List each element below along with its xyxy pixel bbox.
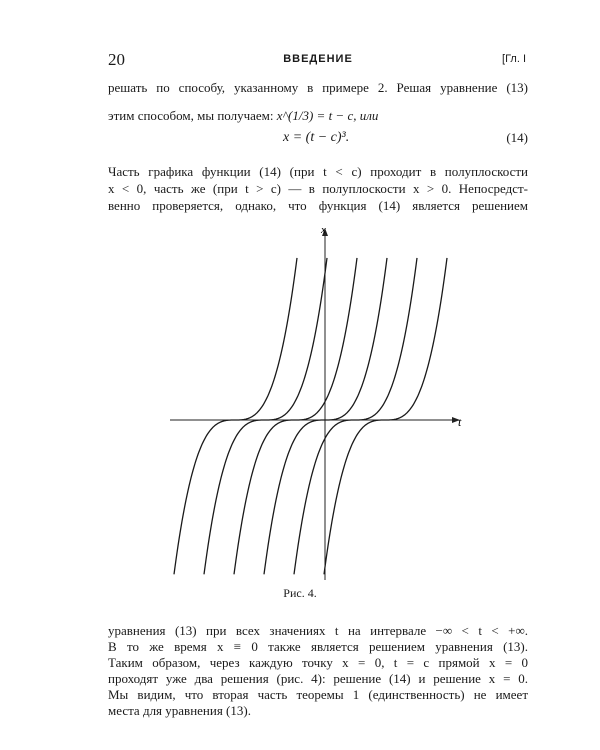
chapter-marker: [Гл. I	[502, 53, 526, 65]
figure-4	[170, 222, 475, 580]
page-header	[108, 50, 528, 70]
solution-curve-1	[174, 258, 297, 574]
para1-line2-math: x^(1/3) = t − c, или	[276, 108, 379, 123]
page-number: 20	[108, 50, 125, 69]
t-axis-label: t	[458, 415, 462, 429]
para2-line2: x < 0, часть же (при t > c) — в полуплоскости x > 0. Непосредст-	[108, 181, 528, 196]
para1-line2	[108, 108, 528, 124]
equation-number: (14)	[506, 130, 528, 145]
para3-line5: Мы видим, что вторая часть теоремы 1 (единственность) не имеет	[108, 687, 528, 702]
equation-formula: x = (t − c)³.	[283, 130, 350, 145]
solution-curve-2	[204, 258, 327, 574]
para3-line6: места для уравнения (13).	[108, 703, 251, 718]
equation-14	[108, 130, 528, 150]
para2-line3: венно проверяется, однако, что функция (14) является решением	[108, 198, 528, 213]
para3-line1: уравнения (13) при всех значениях t на интервале −∞ < t < +∞.	[108, 623, 528, 638]
para1-line1: решать по способу, указанному в примере 2. Решая уравнение (13)	[108, 80, 528, 95]
running-title: ВВЕДЕНИЕ	[283, 53, 353, 65]
figure-caption: Рис. 4.	[283, 586, 317, 600]
para2-line1: Часть графика функции (14) (при t < c) проходит в полуплоскости	[108, 164, 528, 179]
curve-group	[174, 258, 447, 574]
para3-line2: В то же время x ≡ 0 также является решением уравнения (13).	[108, 639, 528, 654]
x-axis-label: x	[321, 224, 326, 236]
cubic-curves-plot	[170, 222, 475, 580]
para3-line3: Таким образом, через каждую точку x = 0, t = c прямой x = 0	[108, 655, 528, 670]
para3-line4: проходят уже два решения (рис. 4): решение (14) и решение x = 0.	[108, 671, 528, 686]
para1-line2-text: этим способом, мы получаем:	[108, 108, 274, 123]
